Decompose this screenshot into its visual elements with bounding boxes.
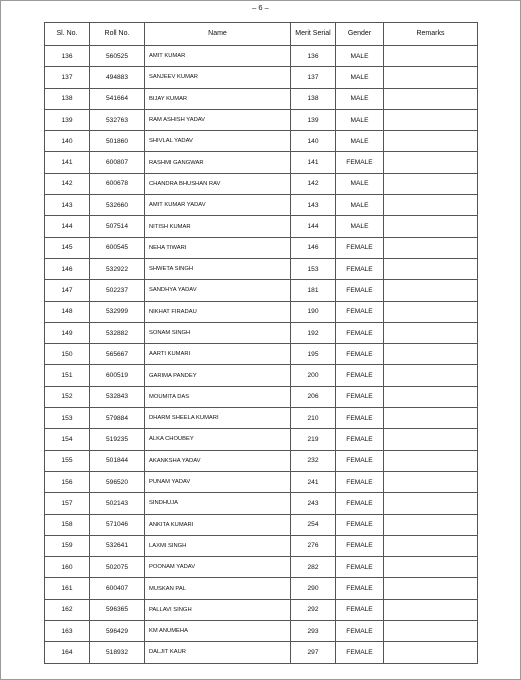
cell-sl-no: 162 [45, 599, 90, 620]
cell-merit-serial: 243 [291, 493, 336, 514]
cell-remarks [384, 408, 478, 429]
cell-roll-no: 494883 [90, 67, 145, 88]
cell-remarks [384, 173, 478, 194]
cell-remarks [384, 493, 478, 514]
cell-remarks [384, 429, 478, 450]
cell-remarks [384, 152, 478, 173]
table-row [45, 450, 478, 471]
cell-sl-no: 146 [45, 258, 90, 279]
header-name: Name [145, 23, 291, 46]
cell-remarks [384, 365, 478, 386]
cell-merit-serial: 282 [291, 557, 336, 578]
cell-name: NIKHAT FIRADAU [145, 301, 291, 322]
table-row [45, 408, 478, 429]
cell-gender: MALE [336, 131, 384, 152]
cell-merit-serial: 192 [291, 322, 336, 343]
cell-sl-no: 148 [45, 301, 90, 322]
header-merit-serial: Merit Serial [291, 23, 336, 46]
cell-roll-no: 532843 [90, 386, 145, 407]
cell-sl-no: 137 [45, 67, 90, 88]
cell-roll-no: 600678 [90, 173, 145, 194]
cell-gender: FEMALE [336, 514, 384, 535]
cell-sl-no: 144 [45, 216, 90, 237]
cell-remarks [384, 46, 478, 67]
cell-gender: FEMALE [336, 535, 384, 556]
cell-merit-serial: 141 [291, 152, 336, 173]
cell-sl-no: 155 [45, 450, 90, 471]
cell-sl-no: 138 [45, 88, 90, 109]
cell-gender: FEMALE [336, 429, 384, 450]
cell-sl-no: 161 [45, 578, 90, 599]
cell-remarks [384, 642, 478, 663]
cell-name: AMIT KUMAR YADAV [145, 195, 291, 216]
cell-remarks [384, 514, 478, 535]
cell-remarks [384, 131, 478, 152]
cell-merit-serial: 195 [291, 344, 336, 365]
cell-sl-no: 152 [45, 386, 90, 407]
table-row [45, 557, 478, 578]
cell-remarks [384, 578, 478, 599]
cell-name: LAXMI SINGH [145, 535, 291, 556]
cell-sl-no: 151 [45, 365, 90, 386]
cell-name: PALLAVI SINGH [145, 599, 291, 620]
cell-gender: FEMALE [336, 599, 384, 620]
cell-gender: FEMALE [336, 386, 384, 407]
table-row [45, 621, 478, 642]
cell-remarks [384, 237, 478, 258]
table-row [45, 301, 478, 322]
cell-roll-no: 532660 [90, 195, 145, 216]
table-row [45, 365, 478, 386]
cell-name: DHARM SHEELA KUMARI [145, 408, 291, 429]
cell-gender: FEMALE [336, 237, 384, 258]
cell-remarks [384, 344, 478, 365]
cell-sl-no: 159 [45, 535, 90, 556]
cell-gender: FEMALE [336, 301, 384, 322]
candidate-table [44, 22, 478, 664]
cell-sl-no: 139 [45, 109, 90, 130]
cell-roll-no: 579884 [90, 408, 145, 429]
cell-roll-no: 596520 [90, 471, 145, 492]
cell-sl-no: 163 [45, 621, 90, 642]
cell-sl-no: 154 [45, 429, 90, 450]
cell-roll-no: 571046 [90, 514, 145, 535]
cell-roll-no: 600807 [90, 152, 145, 173]
cell-merit-serial: 254 [291, 514, 336, 535]
cell-merit-serial: 143 [291, 195, 336, 216]
cell-roll-no: 501860 [90, 131, 145, 152]
cell-name: SHWETA SINGH [145, 258, 291, 279]
cell-remarks [384, 88, 478, 109]
cell-remarks [384, 621, 478, 642]
cell-roll-no: 518932 [90, 642, 145, 663]
cell-merit-serial: 241 [291, 471, 336, 492]
cell-gender: FEMALE [336, 450, 384, 471]
cell-gender: FEMALE [336, 280, 384, 301]
cell-gender: FEMALE [336, 471, 384, 492]
cell-name: RASHMI GANGWAR [145, 152, 291, 173]
cell-name: GARIMA PANDEY [145, 365, 291, 386]
cell-merit-serial: 292 [291, 599, 336, 620]
cell-gender: MALE [336, 216, 384, 237]
cell-gender: FEMALE [336, 408, 384, 429]
cell-merit-serial: 297 [291, 642, 336, 663]
cell-merit-serial: 290 [291, 578, 336, 599]
cell-merit-serial: 153 [291, 258, 336, 279]
cell-merit-serial: 190 [291, 301, 336, 322]
cell-roll-no: 532641 [90, 535, 145, 556]
header-roll-no: Roll No. [90, 23, 145, 46]
cell-roll-no: 565667 [90, 344, 145, 365]
table-row [45, 173, 478, 194]
cell-merit-serial: 140 [291, 131, 336, 152]
cell-name: AARTI KUMARI [145, 344, 291, 365]
cell-sl-no: 136 [45, 46, 90, 67]
page-number: – 6 – [252, 3, 269, 12]
cell-merit-serial: 293 [291, 621, 336, 642]
cell-name: NEHA TIWARI [145, 237, 291, 258]
header-gender: Gender [336, 23, 384, 46]
cell-name: ANKITA KUMARI [145, 514, 291, 535]
table-row [45, 109, 478, 130]
cell-sl-no: 158 [45, 514, 90, 535]
cell-roll-no: 502143 [90, 493, 145, 514]
cell-remarks [384, 258, 478, 279]
cell-remarks [384, 471, 478, 492]
cell-remarks [384, 557, 478, 578]
cell-merit-serial: 136 [291, 46, 336, 67]
cell-sl-no: 160 [45, 557, 90, 578]
cell-remarks [384, 450, 478, 471]
cell-roll-no: 501844 [90, 450, 145, 471]
cell-sl-no: 141 [45, 152, 90, 173]
header-sl-no: Sl. No. [45, 23, 90, 46]
cell-roll-no: 519235 [90, 429, 145, 450]
cell-roll-no: 596429 [90, 621, 145, 642]
table-row [45, 67, 478, 88]
cell-gender: FEMALE [336, 621, 384, 642]
cell-sl-no: 142 [45, 173, 90, 194]
table-row [45, 46, 478, 67]
table-row [45, 258, 478, 279]
cell-merit-serial: 181 [291, 280, 336, 301]
cell-merit-serial: 200 [291, 365, 336, 386]
header-row [45, 23, 478, 46]
cell-gender: FEMALE [336, 322, 384, 343]
cell-merit-serial: 206 [291, 386, 336, 407]
cell-name: MUSKAN PAL [145, 578, 291, 599]
cell-merit-serial: 144 [291, 216, 336, 237]
table-row [45, 237, 478, 258]
cell-roll-no: 600519 [90, 365, 145, 386]
cell-name: RAM ASHISH YADAV [145, 109, 291, 130]
cell-remarks [384, 322, 478, 343]
cell-name: ALKA CHOUBEY [145, 429, 291, 450]
cell-sl-no: 147 [45, 280, 90, 301]
table-row [45, 386, 478, 407]
table-row [45, 535, 478, 556]
cell-gender: MALE [336, 88, 384, 109]
table-row [45, 322, 478, 343]
cell-remarks [384, 535, 478, 556]
table-row [45, 88, 478, 109]
cell-sl-no: 164 [45, 642, 90, 663]
cell-roll-no: 532999 [90, 301, 145, 322]
cell-roll-no: 502075 [90, 557, 145, 578]
table-row [45, 216, 478, 237]
cell-gender: MALE [336, 67, 384, 88]
cell-name: SANJEEV KUMAR [145, 67, 291, 88]
table-row [45, 599, 478, 620]
cell-gender: FEMALE [336, 152, 384, 173]
cell-name: CHANDRA BHUSHAN RAV [145, 173, 291, 194]
cell-remarks [384, 195, 478, 216]
cell-gender: FEMALE [336, 642, 384, 663]
cell-roll-no: 532882 [90, 322, 145, 343]
cell-gender: FEMALE [336, 578, 384, 599]
cell-name: MOUMITA DAS [145, 386, 291, 407]
cell-name: BIJAY KUMAR [145, 88, 291, 109]
cell-merit-serial: 219 [291, 429, 336, 450]
table-row [45, 429, 478, 450]
cell-gender: MALE [336, 195, 384, 216]
cell-roll-no: 541664 [90, 88, 145, 109]
cell-remarks [384, 280, 478, 301]
cell-merit-serial: 139 [291, 109, 336, 130]
cell-merit-serial: 138 [291, 88, 336, 109]
table-row [45, 152, 478, 173]
cell-remarks [384, 67, 478, 88]
cell-name: AKANKSHA YADAV [145, 450, 291, 471]
cell-remarks [384, 386, 478, 407]
cell-sl-no: 145 [45, 237, 90, 258]
table-row [45, 131, 478, 152]
header-remarks: Remarks [384, 23, 478, 46]
cell-gender: FEMALE [336, 344, 384, 365]
cell-roll-no: 600407 [90, 578, 145, 599]
cell-remarks [384, 599, 478, 620]
cell-name: PUNAM YADAV [145, 471, 291, 492]
cell-roll-no: 502237 [90, 280, 145, 301]
cell-roll-no: 532922 [90, 258, 145, 279]
cell-gender: MALE [336, 173, 384, 194]
cell-merit-serial: 137 [291, 67, 336, 88]
table-row [45, 195, 478, 216]
cell-name: POONAM YADAV [145, 557, 291, 578]
cell-sl-no: 140 [45, 131, 90, 152]
cell-roll-no: 532763 [90, 109, 145, 130]
cell-gender: FEMALE [336, 258, 384, 279]
table-row [45, 642, 478, 663]
cell-roll-no: 507514 [90, 216, 145, 237]
cell-merit-serial: 146 [291, 237, 336, 258]
cell-roll-no: 600545 [90, 237, 145, 258]
cell-name: NITISH KUMAR [145, 216, 291, 237]
cell-gender: FEMALE [336, 365, 384, 386]
table-row [45, 344, 478, 365]
cell-name: DALJIT KAUR [145, 642, 291, 663]
cell-sl-no: 156 [45, 471, 90, 492]
table-row [45, 578, 478, 599]
cell-gender: FEMALE [336, 557, 384, 578]
cell-sl-no: 150 [45, 344, 90, 365]
cell-sl-no: 157 [45, 493, 90, 514]
cell-merit-serial: 142 [291, 173, 336, 194]
cell-merit-serial: 276 [291, 535, 336, 556]
cell-name: SONAM SINGH [145, 322, 291, 343]
cell-sl-no: 153 [45, 408, 90, 429]
table-row [45, 514, 478, 535]
cell-sl-no: 143 [45, 195, 90, 216]
cell-roll-no: 560525 [90, 46, 145, 67]
cell-remarks [384, 109, 478, 130]
table-row [45, 471, 478, 492]
cell-remarks [384, 216, 478, 237]
table-body [45, 46, 478, 664]
cell-gender: MALE [336, 109, 384, 130]
cell-name: SINDHUJA [145, 493, 291, 514]
cell-merit-serial: 210 [291, 408, 336, 429]
cell-name: KM ANUMEHA [145, 621, 291, 642]
cell-name: SANDHYA YADAV [145, 280, 291, 301]
cell-remarks [384, 301, 478, 322]
cell-name: SHIVLAL YADAV [145, 131, 291, 152]
cell-name: AMIT KUMAR [145, 46, 291, 67]
cell-gender: FEMALE [336, 493, 384, 514]
table-row [45, 493, 478, 514]
cell-sl-no: 149 [45, 322, 90, 343]
table-row [45, 280, 478, 301]
cell-roll-no: 596365 [90, 599, 145, 620]
cell-merit-serial: 232 [291, 450, 336, 471]
cell-gender: MALE [336, 46, 384, 67]
